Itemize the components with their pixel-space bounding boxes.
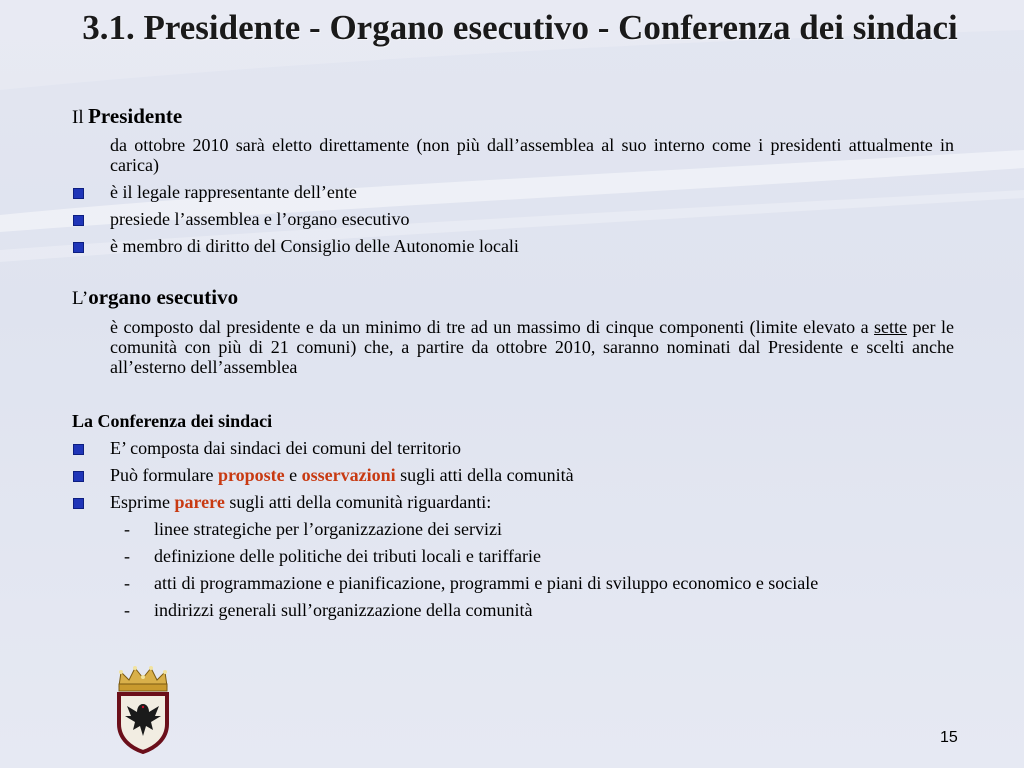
slide-title: 3.1. Presidente - Organo esecutivo - Conferenza dei sindaci xyxy=(82,8,958,47)
square-bullet-icon xyxy=(73,215,84,226)
list-item-text: è membro di diritto del Consiglio delle Autonomie locali xyxy=(110,236,519,256)
list-item xyxy=(72,209,954,229)
list-item xyxy=(72,465,954,485)
text-part: sugli atti della comunità riguardanti: xyxy=(224,492,492,512)
heading-text: Presidente xyxy=(88,104,183,128)
coat-of-arms-icon xyxy=(113,664,173,754)
highlight-proposte: proposte xyxy=(217,465,285,485)
sub-list-item-text: linee strategiche per l’organizzazione dei servizi xyxy=(154,519,502,539)
list-item xyxy=(72,438,954,458)
sub-list-item xyxy=(72,546,954,566)
dash-bullet: - xyxy=(124,519,130,539)
heading-prefix: L’ xyxy=(72,288,89,309)
list-item-text: presiede l’assemblea e l’organo esecutivo xyxy=(110,209,410,229)
list-item-text: è il legale rappresentante dell’ente xyxy=(110,182,357,202)
dash-bullet: - xyxy=(124,573,130,593)
organo-description xyxy=(72,317,954,377)
list-item xyxy=(72,236,954,256)
highlight-parere: parere xyxy=(174,492,225,512)
square-bullet-icon xyxy=(73,498,84,509)
sub-list-item-text: definizione delle politiche dei tributi locali e tariffarie xyxy=(154,546,542,566)
sub-list-item xyxy=(72,519,954,539)
square-bullet-icon xyxy=(73,444,84,455)
sub-list-item xyxy=(72,573,954,593)
square-bullet-icon xyxy=(73,242,84,253)
slide-body xyxy=(72,104,954,620)
text-part: Esprime xyxy=(110,492,175,512)
text-part: Può formulare xyxy=(110,465,218,485)
text-part: sugli atti della comunità xyxy=(395,465,574,485)
heading-text: organo esecutivo xyxy=(88,285,239,309)
organo-text-b: per le comunità con più di 21 comuni) che, a partire da ottobre 2010, saranno nominati dal Presidente e scelti anche all’esterno dell’assemblea xyxy=(110,317,954,377)
heading-prefix: Il xyxy=(72,107,84,128)
sub-list-item-text: atti di programmazione e pianificazione, programmi e piani di sviluppo economico e sociale xyxy=(154,573,819,593)
underlined-word: sette xyxy=(874,317,908,337)
sub-list-item xyxy=(72,600,954,620)
section-heading-presidente xyxy=(72,106,954,128)
dash-bullet: - xyxy=(124,546,130,566)
dash-bullet: - xyxy=(124,600,130,620)
highlight-osservazioni: osservazioni xyxy=(301,465,396,485)
organo-text-a: è composto dal presidente e da un minimo di tre ad un massimo di cinque componenti (limite elevato a xyxy=(110,317,875,337)
text-part: e xyxy=(284,465,302,485)
list-item-text: E’ composta dai sindaci dei comuni del territorio xyxy=(110,438,462,458)
list-item xyxy=(72,492,954,512)
square-bullet-icon xyxy=(73,471,84,482)
presidente-intro: da ottobre 2010 sarà eletto direttamente (non più dall’assemblea al suo interno come i presidenti attualmente in carica) xyxy=(110,135,954,175)
sub-list-item-text: indirizzi generali sull’organizzazione della comunità xyxy=(154,600,533,620)
section-heading-organo xyxy=(72,287,954,309)
square-bullet-icon xyxy=(73,188,84,199)
list-item xyxy=(72,182,954,202)
section-heading-conferenza: La Conferenza dei sindaci xyxy=(72,411,273,431)
page-number: 15 xyxy=(940,729,958,746)
